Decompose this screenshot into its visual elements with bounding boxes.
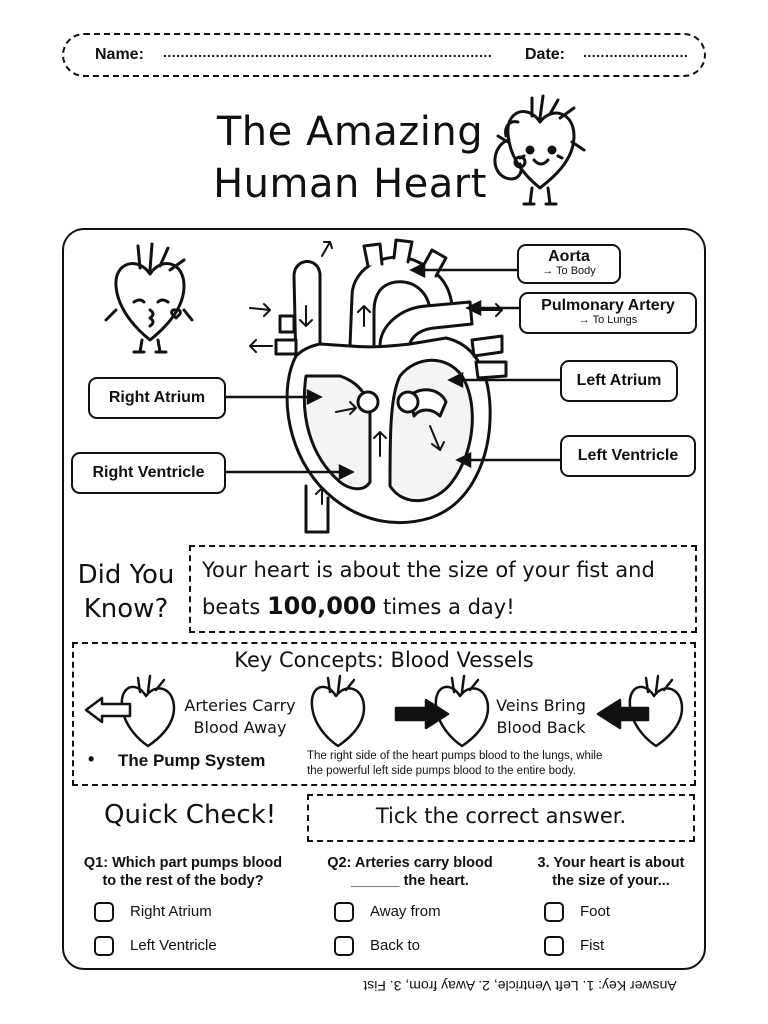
q1-option-2-checkbox[interactable] xyxy=(94,936,114,956)
q2-option-1-label: Away from xyxy=(370,903,441,920)
fact-line-2 xyxy=(202,592,515,620)
arteries-caption xyxy=(176,695,304,739)
veins-line-2: Blood Back xyxy=(496,718,586,737)
pulmonary-label-text: Pulmonary Artery xyxy=(541,297,675,314)
pump-text-line-1: The right side of the heart pumps blood to the lungs, while xyxy=(307,750,603,762)
q1-option-1-label: Right Atrium xyxy=(130,903,212,920)
name-line[interactable]: ........................................................................... xyxy=(163,44,493,60)
title-line-2: Human Heart xyxy=(213,161,487,207)
q3-option-1-label: Foot xyxy=(580,903,611,920)
blood-vessel-illustrations xyxy=(80,672,692,752)
key-concepts-title: Key Concepts: Blood Vessels xyxy=(234,648,534,672)
q1-option-2-label: Left Ventricle xyxy=(130,937,217,954)
veins-line-1: Veins Bring xyxy=(496,696,586,715)
q3-line-2: the size of your... xyxy=(552,873,670,889)
question-3 xyxy=(520,854,702,890)
label-left-atrium: Left Atrium xyxy=(560,360,678,402)
did-you-know-line-1: Did You xyxy=(77,560,175,590)
label-right-ventricle: Right Ventricle xyxy=(71,452,226,494)
q2-line-2: ______ the heart. xyxy=(351,873,469,889)
question-2 xyxy=(310,854,510,890)
fact-times-a-day: times a day! xyxy=(382,595,515,619)
q3-option-1-checkbox[interactable] xyxy=(544,902,564,922)
q2-option-1-checkbox[interactable] xyxy=(334,902,354,922)
arteries-line-2: Blood Away xyxy=(193,718,287,737)
question-1 xyxy=(68,854,298,890)
instruction-text: Tick the correct answer. xyxy=(375,804,627,828)
q2-line-1: Q2: Arteries carry blood xyxy=(327,855,493,871)
pump-system-title: The Pump System xyxy=(118,751,266,770)
pump-system-text xyxy=(307,749,602,779)
pulmonary-sub-text: → To Lungs xyxy=(578,314,638,326)
did-you-know-heading xyxy=(70,558,182,626)
title-line-1: The Amazing xyxy=(216,109,484,155)
date-label: Date: xyxy=(525,46,566,63)
name-label: Name: xyxy=(95,46,144,63)
aorta-sub-text: → To Body xyxy=(542,265,596,277)
q1-option-1-checkbox[interactable] xyxy=(94,902,114,922)
q3-line-1: 3. Your heart is about xyxy=(537,855,685,871)
q1-line-1: Q1: Which part pumps blood xyxy=(83,855,283,871)
aorta-label-text: Aorta xyxy=(548,248,590,265)
answer-key: Answer Key: 1. Left Ventricle, 2. Away from, 3. Fist xyxy=(363,978,677,994)
did-you-know-line-2: Know? xyxy=(83,594,169,624)
q2-option-2-checkbox[interactable] xyxy=(334,936,354,956)
q3-option-2-label: Fist xyxy=(580,937,605,954)
q2-option-2-label: Back to xyxy=(370,937,421,954)
label-right-atrium: Right Atrium xyxy=(88,377,226,419)
q1-line-2: to the rest of the body? xyxy=(102,873,264,889)
q3-option-2-checkbox[interactable] xyxy=(544,936,564,956)
fact-number: 100,000 xyxy=(266,592,377,620)
date-line[interactable]: ........................ xyxy=(583,44,689,60)
label-left-ventricle: Left Ventricle xyxy=(560,435,696,477)
veins-caption xyxy=(486,695,596,739)
pump-bullet: • xyxy=(88,749,95,769)
fact-line-1: Your heart is about the size of your fist and xyxy=(202,558,655,582)
fact-beats: beats xyxy=(202,595,261,619)
arteries-line-1: Arteries Carry xyxy=(184,696,296,715)
pump-text-line-2: the powerful left side pumps blood to the entire body. xyxy=(307,765,576,777)
quick-check-heading: Quick Check! xyxy=(104,800,277,830)
